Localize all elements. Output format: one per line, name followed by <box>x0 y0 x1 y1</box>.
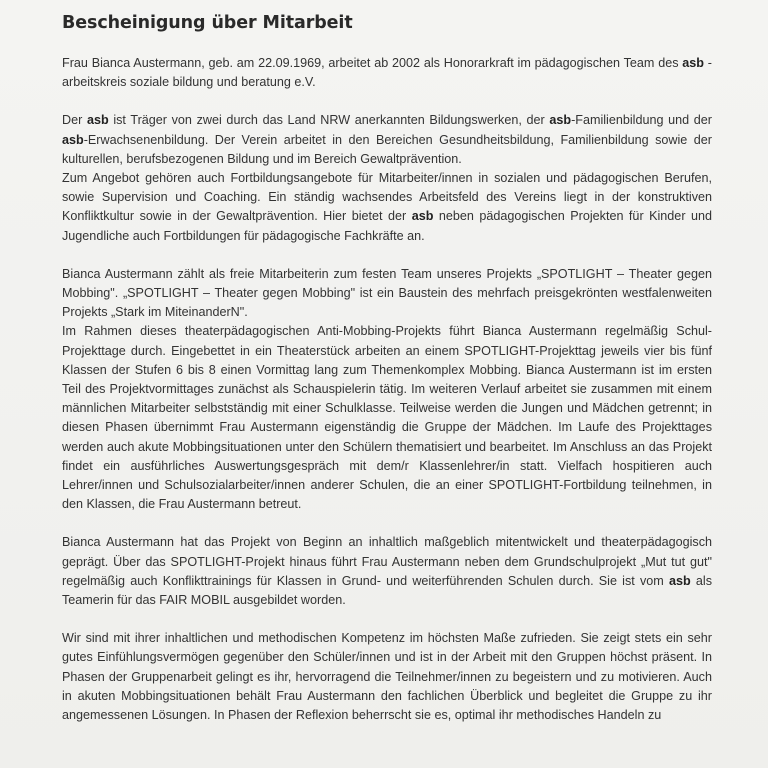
text-run: neben pädagogischen Projekten für Kinder und Jugendliche auch Fortbildungen für pädagogische Fachkräfte an. <box>62 209 712 243</box>
document-title: Bescheinigung über Mitarbeit <box>62 13 353 33</box>
paragraph-organization <box>62 111 712 169</box>
asb-logo-text: asb <box>86 113 109 128</box>
asb-logo-text: asb <box>62 132 84 147</box>
text-run: -Erwachsenenbildung. Der Verein arbeitet in den Bereichen Gesundheitsbildung, Familienbildung sowie der kulturellen, berufsbezogenen Bildung und im Bereich Gewaltprävention. <box>62 132 712 166</box>
asb-logo-text: asb <box>411 209 434 224</box>
text-run: Zum Angebot gehören auch Fortbildungsangebote für Mitarbeiter/innen in sozialen und pädagogischen Berufen, sowie Supervision und Coaching. Ein ständig wachsendes Arbeitsfeld des Vereins liegt in der konstruktiven Konfliktkultur sowie in der Gewaltprävention. Hier bietet der <box>62 171 712 224</box>
text-run: ist Träger von zwei durch das Land NRW anerkannten Bildungswerken, der <box>108 113 550 128</box>
text-run: Der <box>62 113 87 128</box>
paragraph-offerings <box>62 169 712 246</box>
asb-logo-text: asb <box>668 573 691 588</box>
paragraph-assessment: Wir sind mit ihrer inhaltlichen und methodischen Kompetenz im höchsten Maße zufrieden. Sie zeigt stets ein sehr gutes Einfühlungsvermögen gegenüber den Schüler/innen und ist in der Arbeit mit den Gruppen höchst präsent. In Phasen der Gruppenarbeit gelingt es ihr, hervorragend die Teilnehmer/innen zu begeistern und zu motivieren. Auch in akuten Mobbingsituationen behält Frau Austermann den fachlichen Überblick und begleitet die Gruppe zu ihr angemessenen Lösungen. In Phasen der Reflexion beherrscht sie es, optimal ihr methodisches Handeln zu <box>62 631 712 723</box>
text-run: Frau Bianca Austermann, geb. am 22.09.1969, arbeitet ab 2002 als Honorarkraft im pädagogischen Team des <box>62 56 683 70</box>
paragraph-development <box>62 533 712 610</box>
text-run: als Teamerin für das FAIR MOBIL ausgebildet worden. <box>62 573 712 608</box>
paragraph-project-details: Im Rahmen dieses theaterpädagogischen Anti-Mobbing-Projekts führt Bianca Austermann regelmäßig Schul-Projekttage durch. Eingebettet in ein Theaterstück arbeiten an einem SPOTLIGHT-Projekttag jeweils vier bis fünf Klassen der Stufen 6 bis 8 einen Vormittag lang zum Themenkomplex Mobbing. Bianca Austermann ist im ersten Teil des Projektvormittages zunächst als Schauspielerin tätig. Im weiteren Verlauf arbeitet sie zusammen mit einem männlichen Mitarbeiter selbstständig mit einer Schulklasse. Teilweise werden die Jungen und Mädchen getrennt; in diesen Phasen übernimmt Frau Austermann eigenständig die Gruppe der Mädchen. Im Laufe des Projekttages werden auch akute Mobbingsituationen unter den Schülern thematisiert und bearbeitet. Im Anschluss an das Projekt findet ein ausführliches Auswertungsgespräch mit dem/r Klassenlehrer/in statt. Vielfach hospitieren auch Lehrer/innen und Schulsozialarbeiter/innen anderer Schulen, die an einer SPOTLIGHT-Fortbildung teilnehmen, in den Klassen, die Frau Austermann betreut. <box>62 324 712 512</box>
asb-logo-text: asb <box>549 113 572 128</box>
paragraph-spotlight-team: Bianca Austermann zählt als freie Mitarbeiterin zum festen Team unseres Projekts „SPOTLIGHT – Theater gegen Mobbing". „SPOTLIGHT – Theater gegen Mobbing" ist ein Baustein des mehrfach preisgekrönten westfalenweiten Projekts „Stark im MiteinanderN". <box>62 266 712 320</box>
text-run: Bianca Austermann hat das Projekt von Beginn an inhaltlich maßgeblich mitentwickelt und theaterpädagogisch geprägt. Über das SPOTLIGHT-Projekt hinaus führt Frau Austermann neben dem Grundschulprojekt „Mut tut gut" regelmäßig auch Konflikttrainings für Klassen in Grund- und weiterführenden Schulen durch. Sie ist vom <box>62 535 712 588</box>
asb-logo-text: asb <box>682 56 704 70</box>
text-run: - arbeitskreis soziale bildung und beratung e.V. <box>62 56 712 90</box>
paragraph-employment <box>62 54 712 92</box>
text-run: -Familienbildung und der <box>571 113 712 128</box>
